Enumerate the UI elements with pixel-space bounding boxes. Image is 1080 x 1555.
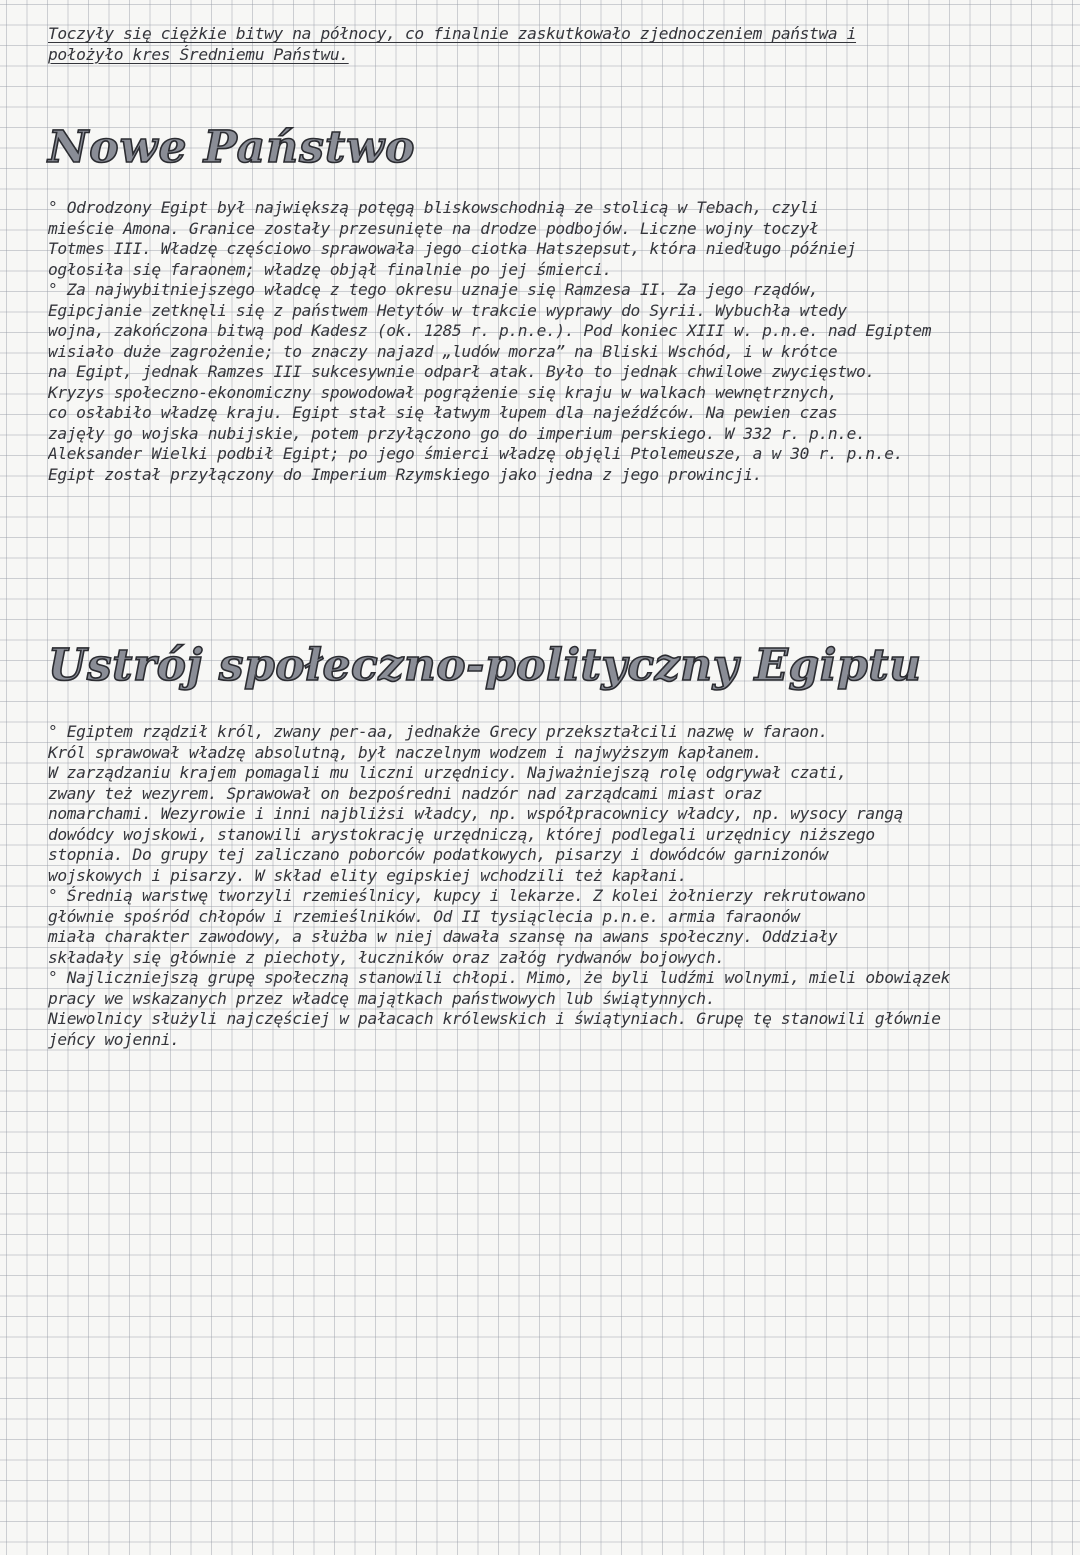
section2-line: składały się głównie z piechoty, łuczników oraz załóg rydwanów bojowych.: [48, 947, 725, 967]
section2-line: dowódcy wojskowi, stanowili arystokrację urzędniczą, której podlegali urzędnicy niższego: [48, 824, 875, 844]
section2-line: Król sprawował władzę absolutną, był naczelnym wodzem i najwyższym kapłanem.: [48, 742, 763, 762]
section1-line: co osłabiło władzę kraju. Egipt stał się łatwym łupem dla najeźdźców. Na pewien czas: [48, 403, 838, 422]
section1-line: ogłosiła się faraonem; władzę objął finalnie po jej śmierci.: [48, 259, 612, 279]
section2-line: ° Egiptem rządził król, zwany per-aa, jednakże Grecy przekształcili nazwę w faraon.: [48, 722, 828, 741]
section1-line: wisiało duże zagrożenie; to znaczy najazd „ludów morza” na Bliski Wschód, i w krótce: [48, 341, 838, 361]
intro-line: położyło kres Średniemu Państwu.: [48, 44, 349, 64]
section2-line: pracy we wskazanych przez władcę majątkach państwowych lub świątynnych.: [48, 988, 716, 1008]
section2-line: wojskowych i pisarzy. W skład elity egipskiej wchodzili też kapłani.: [48, 865, 687, 885]
section2-line: Niewolnicy służyli najczęściej w pałacach królewskich i świątyniach. Grupę tę stanowili głównie: [48, 1009, 941, 1028]
section1-line: mieście Amona. Granice zostały przesunięte na drodze podbojów. Liczne wojny toczył: [48, 218, 819, 238]
section1-line: na Egipt, jednak Ramzes III sukcesywnie odparł atak. Było to jednak chwilowe zwycięstwo.: [48, 362, 875, 381]
section-heading-nowe-panstwo: Nowe Państwo: [48, 122, 416, 173]
section2-line: ° Najliczniejszą grupę społeczną stanowili chłopi. Mimo, że byli ludźmi wolnymi, mieli obowiązek: [48, 968, 950, 987]
section1-line: wojna, zakończona bitwą pod Kadesz (ok. 1285 r. p.n.e.). Pod koniec XIII w. p.n.e. nad Egiptem: [48, 321, 932, 340]
section-heading-ustroj: Ustrój społeczno-polityczny Egiptu: [48, 640, 922, 691]
intro-line: Toczyły się ciężkie bitwy na północy, co finalnie zaskutkowało zjednoczeniem państwa i: [48, 24, 857, 43]
section1-line: ° Za najwybitniejszego władcę z tego okresu uznaje się Ramzesa II. Za jego rządów,: [48, 280, 819, 299]
section1-line: Kryzys społeczno-ekonomiczny spowodował pogrążenie się kraju w walkach wewnętrznych,: [48, 382, 838, 402]
section1-paragraph: [48, 198, 1053, 485]
section1-line: Egipcjanie zetknęli się z państwem Hetytów w trakcie wyprawy do Syrii. Wybuchła wtedy: [48, 300, 847, 320]
section1-line: Egipt został przyłączony do Imperium Rzymskiego jako jedna z jego prowincji.: [48, 464, 763, 484]
section2-line: jeńcy wojenni.: [48, 1029, 180, 1049]
section2-line: W zarządzaniu krajem pomagali mu liczni urzędnicy. Najważniejszą rolę odgrywał czati,: [48, 763, 847, 782]
section2-line: miała charakter zawodowy, a służba w niej dawała szansę na awans społeczny. Oddziały: [48, 927, 838, 946]
section1-line: Aleksander Wielki podbił Egipt; po jego śmierci władzę objęli Ptolemeusze, a w 30 r. p.n.e.: [48, 444, 904, 463]
section1-line: ° Odrodzony Egipt był największą potęgą bliskowschodnią ze stolicą w Tebach, czyli: [48, 198, 819, 217]
section2-line: zwany też wezyrem. Sprawował on bezpośredni nadzór nad zarządcami miast oraz: [48, 783, 763, 803]
intro-paragraph: [48, 24, 1053, 65]
section1-line: Totmes III. Władzę częściowo sprawowała jego ciotka Hatszepsut, która niedługo później: [48, 239, 857, 258]
section2-line: ° Średnią warstwę tworzyli rzemieślnicy, kupcy i lekarze. Z kolei żołnierzy rekrutowano: [48, 886, 866, 905]
section2-line: głównie spośród chłopów i rzemieślników. Od II tysiąclecia p.n.e. armia faraonów: [48, 906, 800, 926]
section1-line: zajęły go wojska nubijskie, potem przyłączono go do imperium perskiego. W 332 r. p.n.e.: [48, 423, 866, 443]
section2-line: nomarchami. Wezyrowie i inni najbliżsi władcy, np. współpracownicy władcy, np. wysocy rangą: [48, 804, 904, 823]
section2-line: stopnia. Do grupy tej zaliczano poborców podatkowych, pisarzy i dowódców garnizonów: [48, 845, 828, 864]
section2-paragraph: [48, 722, 1053, 1050]
